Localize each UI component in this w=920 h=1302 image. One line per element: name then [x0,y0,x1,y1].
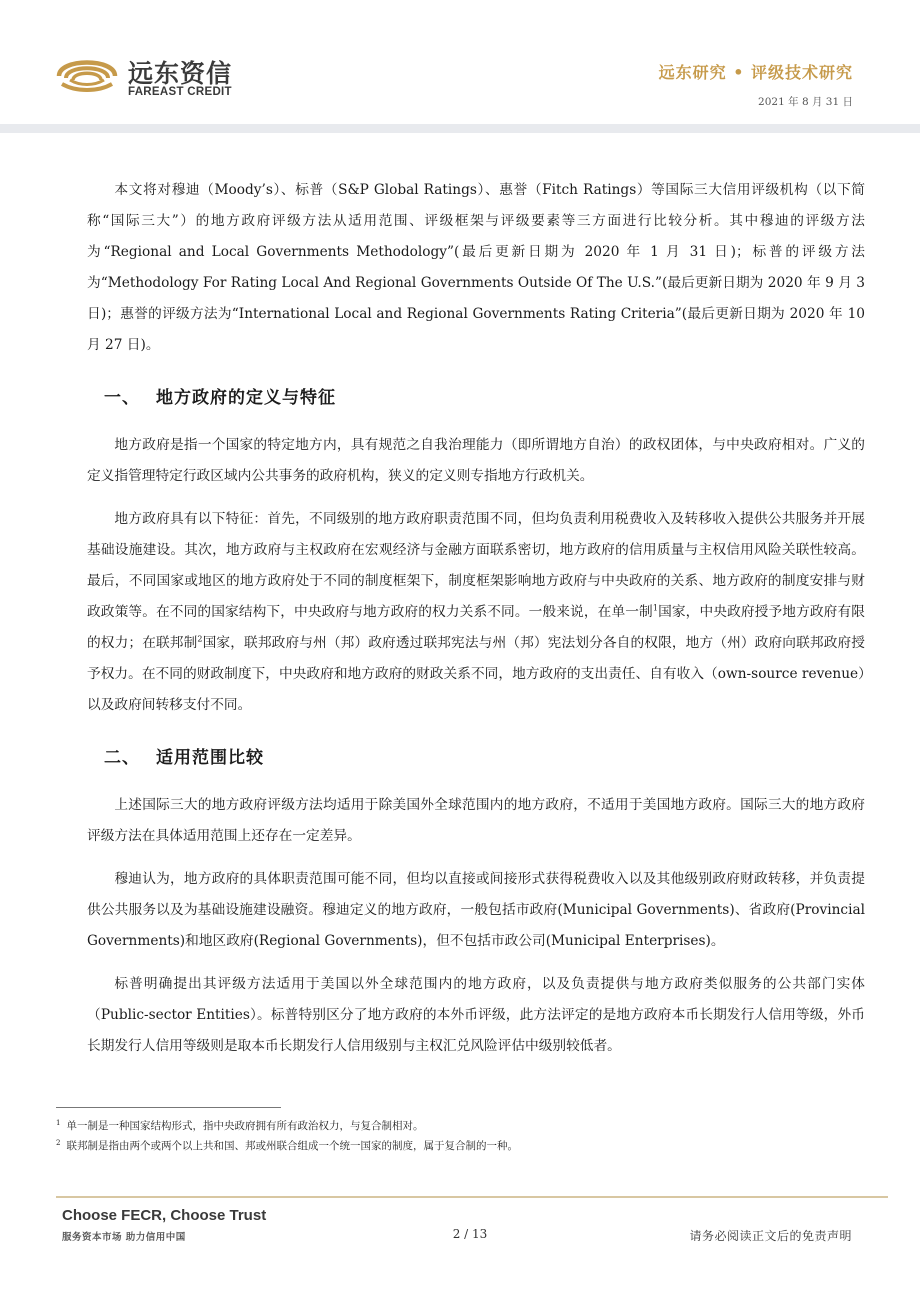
page-header [0,0,920,132]
section-title: 适用范围比较 [156,748,264,768]
section-heading-1 [104,383,865,408]
header-divider [0,124,920,133]
intro-paragraph: 本文将对穆迪（Moody’s）、标普（S&P Global Ratings）、惠誉（Fitch Ratings）等国际三大信用评级机构（以下简称“国际三大”）的地方政府评级方法从适用范围、评级框架与评级要素等三方面进行比较分析。其中穆迪的评级方法为“Regional and Local Governments Methodology”(最后更新日期为 2020 年 1 月 31 日)；标普的评级方法为“Methodology For Rating Local And Regional Governments Outside Of The U.S.”(最后更新日期为 2020 年 9 月 3 日)；惠誉的评级方法为“International Local and Regional Governments Rating Criteria”(最后更新日期为 2020 年 10 月 27 日)。 [87,182,865,353]
report-date: 2021 年 8 月 31 日 [758,96,853,108]
footnote-2: $^2$ 联邦制是指由两个或两个以上共和国、邦或州联合组成一个统一国家的制度，属于复合制的一种。 [56,1138,518,1152]
section-number: 一、 [104,388,140,408]
section2-paragraph-2: 穆迪认为，地方政府的具体职责范围可能不同，但均以直接或间接形式获得税费收入以及其他级别政府财政转移，并负责提供公共服务以及为基础设施建设融资。穆迪定义的地方政府，一般包括市政府(Municipal Governments)、省政府(Provincial Governments)和地区政府(Regional Governments)，但不包括市政公司(Municipal Enterprises)。 [87,871,865,949]
section1-paragraph-2: 地方政府具有以下特征：首先，不同级别的地方政府职责范围不同，但均负责利用税费收入及转移收入提供公共服务并开展基础设施建设。其次，地方政府与主权政府在宏观经济与金融方面联系密切，地方政府的信用质量与主权信用风险关联性较高。最后，不同国家或地区的地方政府处于不同的制度框架下，制度框架影响地方政府与中央政府的关系、地方政府的制度安排与财政政策等。在不同的国家结构下，中央政府与地方政府的权力关系不同。一般来说，在单一制$^1$国家，中央政府授予地方政府有限的权力；在联邦制$^2$国家，联邦政府与州（邦）政府透过联邦宪法与州（邦）宪法划分各自的权限，地方（州）政府向联邦政府授予权力。在不同的财政制度下，中央政府和地方政府的财政关系不同，地方政府的支出责任、自有收入（own-source revenue）以及政府间转移支付不同。 [87,511,865,713]
fareast-credit-logo-icon [56,50,118,94]
footer-divider [56,1196,888,1198]
disclaimer-note: 请务必阅读正文后的免责声明 [689,1229,852,1243]
footnotes [56,1116,856,1156]
section-number: 二、 [104,748,140,768]
footnote-1: $^1$ 单一制是一种国家结构形式，指中央政府拥有所有政治权力，与复合制相对。 [56,1118,424,1132]
footnote-ref-1[interactable]: 1 [652,603,658,613]
footnote-ref-2[interactable]: 2 [197,634,203,644]
footnote-divider [56,1107,281,1108]
section2-paragraph-3: 标普明确提出其评级方法适用于美国以外全球范围内的地方政府，以及负责提供与地方政府类似服务的公共部门实体（Public-sector Entities）。标普特别区分了地方政府的本外币评级，此方法评定的是地方政府本币长期发行人信用等级，外币长期发行人信用等级则是取本币长期发行人信用级别与主权汇兑风险评估中级别较低者。 [87,976,865,1054]
section-heading-2 [104,743,865,768]
page-number: 2 / 13 [452,1227,488,1241]
report-series: 远东研究 • 评级技术研究 [658,63,853,82]
footer-slogan: Choose FECR, Choose Trust [62,1207,267,1224]
section2-paragraph-1: 上述国际三大的地方政府评级方法均适用于除美国外全球范围内的地方政府，不适用于美国地方政府。国际三大的地方政府评级方法在具体适用范围上还存在一定差异。 [87,797,865,844]
brand-name-cn: 远东资信 [128,59,233,88]
section-title: 地方政府的定义与特征 [156,388,336,408]
main-content [87,175,865,1062]
footer-sub-slogan: 服务资本市场 助力信用中国 [62,1232,186,1243]
section1-paragraph-1: 地方政府是指一个国家的特定地方内，具有规范之自我治理能力（即所谓地方自治）的政权团体，与中央政府相对。广义的定义指管理特定行政区域内公共事务的政府机构，狭义的定义则专指地方行政机关。 [87,437,865,484]
brand-name-en: FAREAST CREDIT [128,86,232,98]
